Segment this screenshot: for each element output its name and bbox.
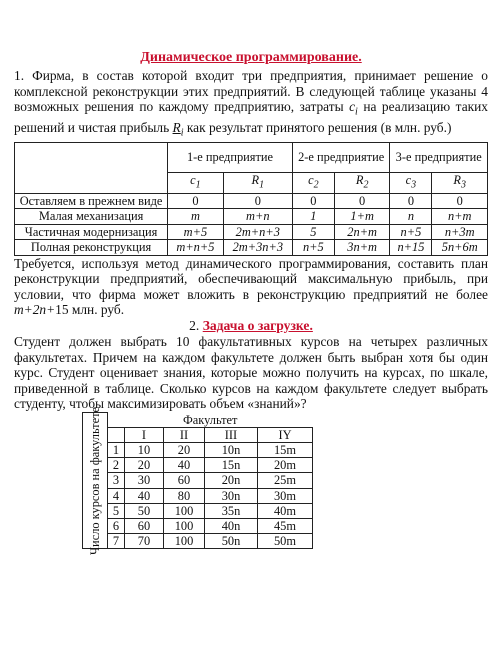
table-cell: 100	[164, 503, 205, 518]
reconstruction-table	[14, 142, 488, 256]
row-label: Частичная модернизация	[15, 224, 168, 240]
table-cell: m+5	[168, 224, 224, 240]
table-cell: 10n	[205, 442, 258, 457]
table-cell: 15m	[258, 442, 313, 457]
table-cell: 20	[164, 442, 205, 457]
table-cell: 20m	[258, 458, 313, 473]
group-header: 3-е предприятие	[390, 142, 488, 172]
sub-header: $R_3$	[432, 172, 488, 193]
table-cell: 1+m	[334, 209, 390, 225]
table-corner	[108, 427, 125, 442]
col-header: IY	[258, 427, 313, 442]
sub-header: $c_3$	[390, 172, 432, 193]
table-cell: 60	[164, 473, 205, 488]
row-index: 4	[108, 488, 125, 503]
sub-header: $c_2$	[292, 172, 334, 193]
table-cell: 70	[125, 534, 164, 549]
table-cell: 50n	[205, 534, 258, 549]
table-cell: 0	[223, 193, 292, 209]
row-label: Полная реконструкция	[15, 240, 168, 256]
row-label: Оставляем в прежнем виде	[15, 193, 168, 209]
table-cell: 25m	[258, 473, 313, 488]
table-cell: n+5	[292, 240, 334, 256]
sub-header: $R_1$	[223, 172, 292, 193]
row-axis-label: Число курсов на факультете	[83, 413, 108, 549]
table-cell: m+n+5	[168, 240, 224, 256]
problem2-text: Студент должен выбрать 10 факультативных курсов на четырех различных факультетах. Причем на каждом факультете должен быть выбран хотя бы один курс. Студент оценивает знания, которые можно получить на курсах, по шкале, приведенной в таблице. Сколько курсов на каждом факультете следует выбрать студенту, чтобы максимизировать объем «знаний»?	[14, 334, 488, 412]
table-cell: 40n	[205, 518, 258, 533]
sub-header: $c_1$	[168, 172, 224, 193]
table-cell: 20	[125, 458, 164, 473]
table-cell: 2n+m	[334, 224, 390, 240]
table-cell: 60	[125, 518, 164, 533]
group-header: 1-е предприятие	[168, 142, 293, 172]
table-cell: 40m	[258, 503, 313, 518]
row-index: 7	[108, 534, 125, 549]
table-cell: n+3m	[432, 224, 488, 240]
table-cell: m+n	[223, 209, 292, 225]
table-cell: n	[390, 209, 432, 225]
table-cell: 0	[292, 193, 334, 209]
col-header: I	[125, 427, 164, 442]
section-title-loading-problem: 2. Задача о загрузке.	[189, 318, 313, 334]
table-cell: 15n	[205, 458, 258, 473]
table-cell: 30m	[258, 488, 313, 503]
table-cell: n+15	[390, 240, 432, 256]
table-cell: 1	[292, 209, 334, 225]
table-cell: 80	[164, 488, 205, 503]
table-cell: 30	[125, 473, 164, 488]
table-cell: 0	[334, 193, 390, 209]
row-index: 1	[108, 442, 125, 457]
table-cell: 40	[125, 488, 164, 503]
col-header: III	[205, 427, 258, 442]
row-index: 6	[108, 518, 125, 533]
courses-table	[82, 406, 313, 555]
section-title-dynamic-programming: Динамическое программирование.	[140, 50, 362, 65]
table-cell: 10	[125, 442, 164, 457]
table-cell: 5	[292, 224, 334, 240]
table-cell: 100	[164, 534, 205, 549]
table-cell: 50	[125, 503, 164, 518]
sub-header: $R_2$	[334, 172, 390, 193]
table-cell: 50m	[258, 534, 313, 549]
table-cell: 100	[164, 518, 205, 533]
table-cell: 2m+n+3	[223, 224, 292, 240]
table-cell: 5n+6m	[432, 240, 488, 256]
table-cell: 35n	[205, 503, 258, 518]
problem1-intro: 1. Фирма, в состав которой входит три предприятия, принимает решение о комплексной реконструкции этих предприятий. В следующей таблице указаны 4 возможных решения по каждому предприятию, затраты $c_i$ на реализацию таких решений и чистая прибыль $R_i$ как результат принятого решения (в млн. руб.)	[14, 68, 488, 140]
table-cell: 30n	[205, 488, 258, 503]
row-index: 5	[108, 503, 125, 518]
table-cell: n+5	[390, 224, 432, 240]
faculty-header: Факультет	[108, 413, 313, 428]
row-index: 3	[108, 473, 125, 488]
table-cell: 2m+3n+3	[223, 240, 292, 256]
table-cell: m	[168, 209, 224, 225]
table-cell: 3n+m	[334, 240, 390, 256]
table-cell: 0	[168, 193, 224, 209]
table-cell: 0	[390, 193, 432, 209]
problem1-question: Требуется, используя метод динамического программирования, составить план реконструкции предприятий, обеспечивающий максимальную прибыль, при условии, что фирма может вложить в реконструкцию предприятий не более m+2n+15 млн. руб.	[14, 255, 488, 318]
row-label: Малая механизация	[15, 209, 168, 225]
table-cell: 40	[164, 458, 205, 473]
group-header: 2-е предприятие	[292, 142, 390, 172]
table-cell: 45m	[258, 518, 313, 533]
table-corner	[15, 142, 168, 193]
table-cell: 20n	[205, 473, 258, 488]
table-cell: n+m	[432, 209, 488, 225]
row-index: 2	[108, 458, 125, 473]
col-header: II	[164, 427, 205, 442]
table-cell: 0	[432, 193, 488, 209]
